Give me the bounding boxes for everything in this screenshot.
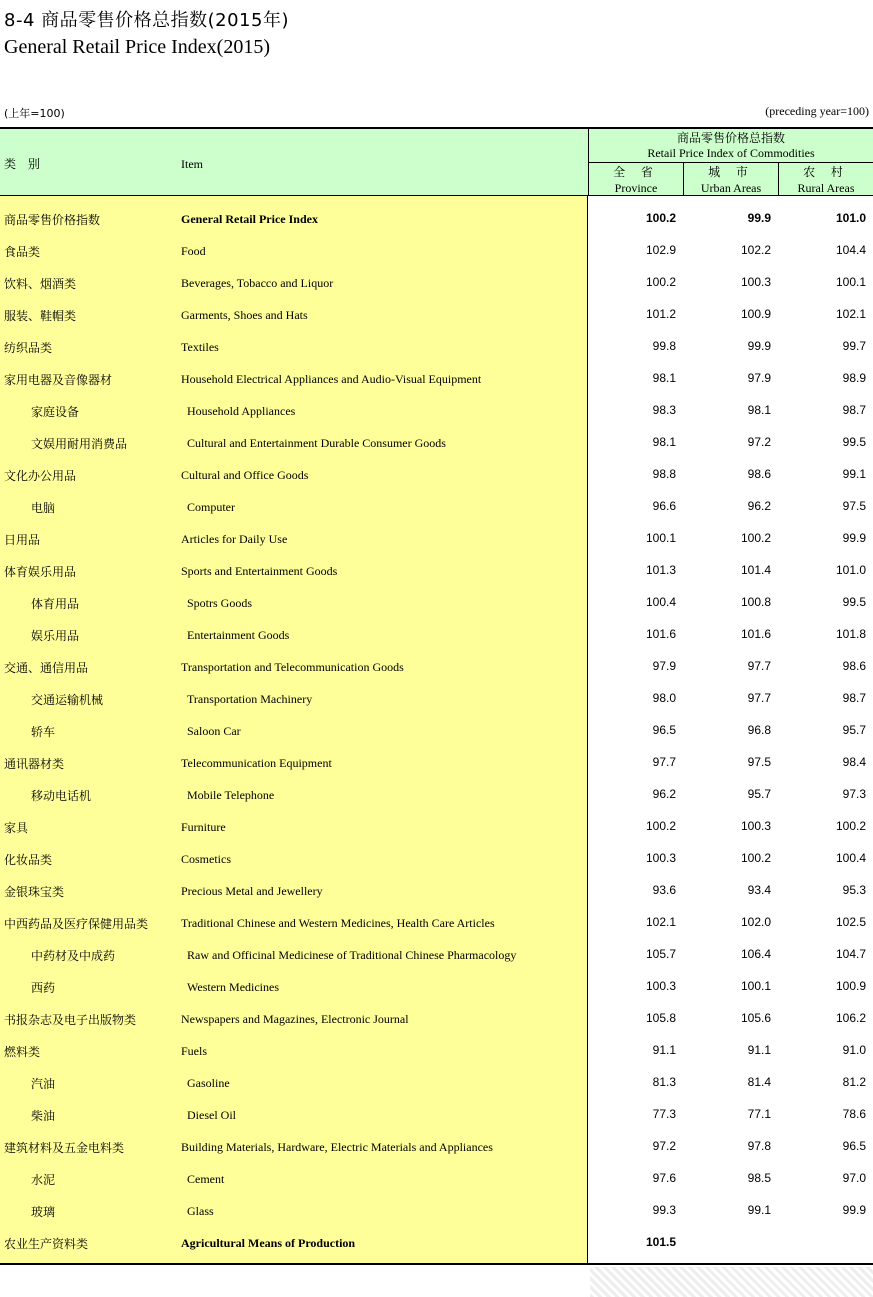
row-province-value: 96.5	[652, 723, 676, 737]
row-urban-value: 95.7	[747, 787, 771, 801]
header-province-en: Province	[614, 181, 658, 195]
row-item-en: Diesel Oil	[187, 1108, 236, 1122]
row-category-cn: 日用品	[4, 533, 41, 547]
row-province-value: 101.5	[645, 1235, 676, 1249]
row-category-cn: 纺织品类	[4, 341, 53, 355]
row-item-en: Western Medicines	[187, 980, 280, 994]
row-rural-value: 98.9	[842, 371, 866, 385]
table-row	[0, 587, 873, 619]
row-province-value: 99.8	[652, 339, 676, 353]
row-province-value: 99.3	[652, 1203, 676, 1217]
row-category-cn: 金银珠宝类	[4, 885, 65, 899]
table-row	[0, 939, 873, 971]
table-row	[0, 363, 873, 395]
row-category-cn: 体育用品	[31, 597, 80, 611]
row-urban-value: 97.8	[747, 1139, 771, 1153]
row-category-cn: 农业生产资料类	[4, 1237, 89, 1251]
row-category-cn: 水泥	[31, 1173, 56, 1187]
table-row	[0, 555, 873, 587]
row-province-value: 97.6	[652, 1171, 676, 1185]
row-urban-value: 100.8	[740, 595, 771, 609]
header-group	[588, 129, 873, 163]
row-item-en: Food	[181, 244, 206, 258]
row-urban-value: 102.2	[740, 243, 771, 257]
row-item-en: Building Materials, Hardware, Electric Materials and Appliances	[181, 1140, 493, 1154]
row-category-cn: 家具	[4, 821, 29, 835]
table-row	[0, 1195, 873, 1227]
row-urban-value: 99.1	[747, 1203, 771, 1217]
table-bottom-rule	[0, 1263, 873, 1265]
row-rural-value: 100.2	[835, 819, 866, 833]
row-province-value: 105.7	[645, 947, 676, 961]
row-rural-value: 99.7	[842, 339, 866, 353]
row-item-en: Textiles	[181, 340, 219, 354]
row-province-value: 96.2	[652, 787, 676, 801]
row-item-en: Spotrs Goods	[187, 596, 253, 610]
row-item-en: Furniture	[181, 820, 226, 834]
row-item-en: Saloon Car	[187, 724, 241, 738]
table-row	[0, 267, 873, 299]
table-row	[0, 427, 873, 459]
row-item-en: Telecommunication Equipment	[181, 756, 332, 770]
row-category-cn: 柴油	[31, 1109, 56, 1123]
header-item: Item	[181, 157, 203, 171]
row-urban-value: 93.4	[747, 883, 771, 897]
row-province-value: 100.1	[645, 531, 676, 545]
table-row	[0, 491, 873, 523]
row-urban-value: 97.5	[747, 755, 771, 769]
row-province-value: 102.1	[645, 915, 676, 929]
row-category-cn: 玻璃	[31, 1205, 56, 1219]
row-province-value: 98.0	[652, 691, 676, 705]
row-category-cn: 商品零售价格指数	[4, 213, 101, 227]
row-rural-value: 100.4	[835, 851, 866, 865]
row-rural-value: 98.7	[842, 403, 866, 417]
table-row	[0, 1067, 873, 1099]
table-row	[0, 651, 873, 683]
table-row	[0, 203, 873, 235]
row-province-value: 105.8	[645, 1011, 676, 1025]
table-row	[0, 619, 873, 651]
row-urban-value: 105.6	[740, 1011, 771, 1025]
header-rural-en: Rural Areas	[797, 181, 855, 195]
row-category-cn: 家用电器及音像器材	[4, 373, 113, 387]
row-urban-value: 99.9	[747, 211, 771, 225]
header-category: 类 别	[4, 157, 44, 171]
row-rural-value: 100.1	[835, 275, 866, 289]
table-row	[0, 523, 873, 555]
row-item-en: Fuels	[181, 1044, 208, 1058]
table-row	[0, 779, 873, 811]
row-province-value: 101.6	[645, 627, 676, 641]
table-row	[0, 747, 873, 779]
table-row	[0, 811, 873, 843]
row-province-value: 97.9	[652, 659, 676, 673]
page-title-en: General Retail Price Index(2015)	[4, 36, 271, 58]
row-rural-value: 98.6	[842, 659, 866, 673]
table-row	[0, 971, 873, 1003]
table-row	[0, 683, 873, 715]
row-rural-value: 99.1	[842, 467, 866, 481]
row-rural-value: 101.8	[835, 627, 866, 641]
row-category-cn: 家庭设备	[31, 405, 80, 419]
row-urban-value: 98.5	[747, 1171, 771, 1185]
row-item-en: Mobile Telephone	[187, 788, 275, 802]
row-rural-value: 104.7	[835, 947, 866, 961]
row-category-cn: 西药	[31, 981, 56, 995]
table-row	[0, 715, 873, 747]
row-province-value: 96.6	[652, 499, 676, 513]
row-item-en: Glass	[187, 1204, 214, 1218]
table-row	[0, 1035, 873, 1067]
row-item-en: Transportation Machinery	[187, 692, 313, 706]
row-province-value: 100.3	[645, 851, 676, 865]
row-urban-value: 100.2	[740, 531, 771, 545]
header-group-cn: 商品零售价格总指数	[676, 131, 785, 145]
row-urban-value: 98.6	[747, 467, 771, 481]
row-urban-value: 100.2	[740, 851, 771, 865]
row-category-cn: 化妆品类	[4, 853, 53, 867]
row-rural-value: 98.7	[842, 691, 866, 705]
row-province-value: 101.3	[645, 563, 676, 577]
row-category-cn: 移动电话机	[31, 789, 92, 803]
row-rural-value: 99.9	[842, 1203, 866, 1217]
row-category-cn: 服装、鞋帽类	[4, 309, 77, 323]
row-province-value: 97.7	[652, 755, 676, 769]
row-rural-value: 102.1	[835, 307, 866, 321]
table-body	[0, 203, 873, 1259]
row-urban-value: 81.4	[747, 1075, 771, 1089]
row-province-value: 98.1	[652, 371, 676, 385]
row-item-en: Precious Metal and Jewellery	[181, 884, 323, 898]
row-province-value: 98.3	[652, 403, 676, 417]
row-urban-value: 97.7	[747, 691, 771, 705]
row-category-cn: 汽油	[31, 1077, 56, 1091]
row-item-en: Computer	[187, 500, 235, 514]
row-item-en: Agricultural Means of Production	[181, 1236, 356, 1250]
header-province-cn: 全 省	[613, 165, 659, 179]
row-urban-value: 106.4	[740, 947, 771, 961]
table-row	[0, 459, 873, 491]
unit-note-en: (preceding year=100)	[765, 104, 869, 118]
row-item-en: Raw and Officinal Medicinese of Traditional Chinese Pharmacology	[187, 948, 517, 962]
row-province-value: 98.8	[652, 467, 676, 481]
row-rural-value: 97.0	[842, 1171, 866, 1185]
row-category-cn: 交通、通信用品	[4, 661, 89, 675]
row-rural-value: 99.9	[842, 531, 866, 545]
table-row	[0, 843, 873, 875]
row-category-cn: 交通运输机械	[31, 693, 104, 707]
row-category-cn: 中西药品及医疗保健用品类	[4, 917, 149, 931]
row-category-cn: 中药材及中成药	[31, 949, 116, 963]
row-item-en: Entertainment Goods	[187, 628, 290, 642]
row-rural-value: 96.5	[842, 1139, 866, 1153]
table-row	[0, 1227, 873, 1259]
row-item-en: Household Electrical Appliances and Audio-Visual Equipment	[181, 372, 482, 386]
row-item-en: Beverages, Tobacco and Liquor	[181, 276, 334, 290]
row-category-cn: 燃料类	[4, 1045, 41, 1059]
row-urban-value: 97.9	[747, 371, 771, 385]
row-category-cn: 娱乐用品	[31, 629, 80, 643]
table-row	[0, 1163, 873, 1195]
table-row	[0, 875, 873, 907]
header-urban	[683, 163, 778, 196]
row-rural-value: 99.5	[842, 435, 866, 449]
row-category-cn: 食品类	[4, 245, 41, 259]
row-urban-value: 96.2	[747, 499, 771, 513]
table-row	[0, 299, 873, 331]
row-category-cn: 文化办公用品	[4, 469, 77, 483]
row-province-value: 100.4	[645, 595, 676, 609]
row-province-value: 91.1	[652, 1043, 676, 1057]
row-rural-value: 101.0	[835, 211, 866, 225]
row-province-value: 100.2	[645, 275, 676, 289]
row-province-value: 101.2	[645, 307, 676, 321]
header-urban-en: Urban Areas	[700, 181, 762, 195]
row-rural-value: 98.4	[842, 755, 866, 769]
row-rural-value: 91.0	[842, 1043, 866, 1057]
row-province-value: 100.2	[645, 819, 676, 833]
row-rural-value: 81.2	[842, 1075, 866, 1089]
row-province-value: 93.6	[652, 883, 676, 897]
row-category-cn: 轿车	[31, 725, 56, 739]
header-urban-cn: 城 市	[708, 165, 754, 179]
row-rural-value: 106.2	[835, 1011, 866, 1025]
row-category-cn: 通讯器材类	[4, 757, 65, 771]
row-category-cn: 饮料、烟酒类	[4, 277, 77, 291]
row-rural-value: 102.5	[835, 915, 866, 929]
watermark-stamp	[590, 1267, 873, 1297]
row-rural-value: 100.9	[835, 979, 866, 993]
row-rural-value: 97.5	[842, 499, 866, 513]
row-category-cn: 文娱用耐用消费品	[31, 437, 128, 451]
header-rural-cn: 农 村	[803, 165, 849, 179]
row-item-en: Cosmetics	[181, 852, 231, 866]
row-urban-value: 102.0	[740, 915, 771, 929]
row-category-cn: 电脑	[31, 501, 56, 515]
row-item-en: Sports and Entertainment Goods	[181, 564, 338, 578]
row-urban-value: 101.4	[740, 563, 771, 577]
row-province-value: 100.2	[645, 211, 676, 225]
header-province	[588, 163, 683, 196]
table-row	[0, 1131, 873, 1163]
row-item-en: Transportation and Telecommunication Goods	[181, 660, 404, 674]
page-title-cn: 8-4 商品零售价格总指数(2015年)	[4, 10, 289, 31]
row-urban-value: 91.1	[747, 1043, 771, 1057]
row-item-en: Articles for Daily Use	[181, 532, 288, 546]
row-urban-value: 100.3	[740, 275, 771, 289]
row-rural-value: 78.6	[842, 1107, 866, 1121]
header-group-en: Retail Price Index of Commodities	[647, 146, 815, 160]
table-row	[0, 1003, 873, 1035]
row-province-value: 81.3	[652, 1075, 676, 1089]
row-rural-value: 97.3	[842, 787, 866, 801]
row-category-cn: 书报杂志及电子出版物类	[4, 1013, 137, 1027]
row-rural-value: 95.7	[842, 723, 866, 737]
row-item-en: Cultural and Entertainment Durable Consumer Goods	[187, 436, 446, 450]
row-item-en: Newspapers and Magazines, Electronic Journal	[181, 1012, 409, 1026]
row-category-cn: 建筑材料及五金电料类	[4, 1141, 125, 1155]
row-item-en: Traditional Chinese and Western Medicines, Health Care Articles	[181, 916, 495, 930]
row-urban-value: 96.8	[747, 723, 771, 737]
row-urban-value: 97.2	[747, 435, 771, 449]
table-header	[0, 127, 873, 196]
row-rural-value: 101.0	[835, 563, 866, 577]
row-province-value: 102.9	[645, 243, 676, 257]
unit-note-cn: (上年=100)	[4, 107, 65, 120]
table-row	[0, 1099, 873, 1131]
row-urban-value: 100.9	[740, 307, 771, 321]
row-item-en: Cement	[187, 1172, 225, 1186]
row-urban-value: 100.1	[740, 979, 771, 993]
row-province-value: 100.3	[645, 979, 676, 993]
header-rural	[778, 163, 873, 196]
row-urban-value: 99.9	[747, 339, 771, 353]
row-province-value: 77.3	[652, 1107, 676, 1121]
row-urban-value: 100.3	[740, 819, 771, 833]
row-rural-value: 95.3	[842, 883, 866, 897]
row-item-en: Garments, Shoes and Hats	[181, 308, 308, 322]
table-row	[0, 395, 873, 427]
table-row	[0, 907, 873, 939]
row-item-en: Cultural and Office Goods	[181, 468, 309, 482]
row-rural-value: 99.5	[842, 595, 866, 609]
table-row	[0, 331, 873, 363]
row-urban-value: 77.1	[747, 1107, 771, 1121]
row-item-en: Household Appliances	[187, 404, 296, 418]
row-item-en: Gasoline	[187, 1076, 230, 1090]
table-row	[0, 235, 873, 267]
row-item-en: General Retail Price Index	[181, 212, 318, 226]
row-province-value: 98.1	[652, 435, 676, 449]
row-category-cn: 体育娱乐用品	[4, 565, 77, 579]
row-rural-value: 104.4	[835, 243, 866, 257]
row-urban-value: 97.7	[747, 659, 771, 673]
row-province-value: 97.2	[652, 1139, 676, 1153]
row-urban-value: 98.1	[747, 403, 771, 417]
row-urban-value: 101.6	[740, 627, 771, 641]
